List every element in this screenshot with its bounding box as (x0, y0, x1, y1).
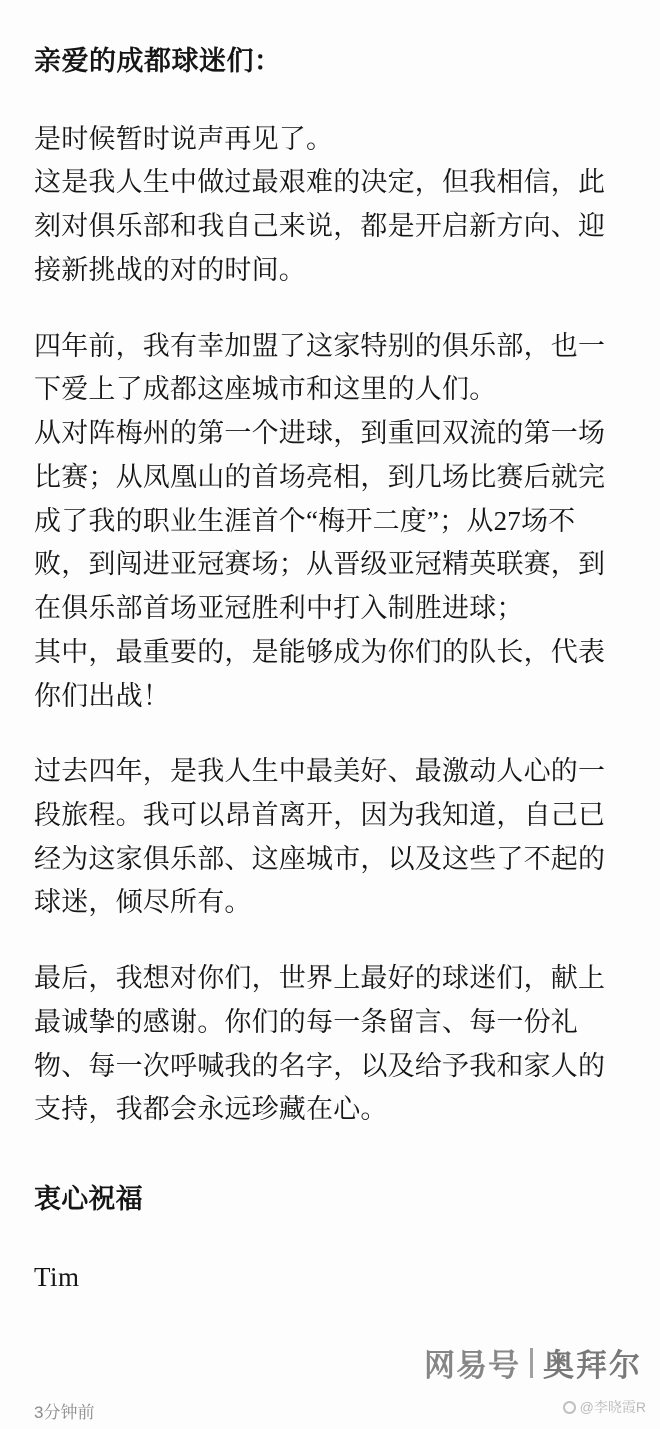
letter-signoff: 衷心祝福 (34, 1184, 143, 1215)
paragraph-line: 成了我的职业生涯首个“梅开二度”；从27场不 (34, 505, 576, 536)
paragraph-line: 从对阵梅州的第一个进球，到重回双流的第一场 (34, 418, 606, 449)
paragraph-line: 其中，最重要的，是能够成为你们的队长，代表 (34, 636, 606, 667)
paragraph-line: 四年前，我有幸加盟了这家特别的俱乐部，也一 (34, 330, 606, 361)
paragraph-line: 过去四年，是我人生中最美好、最激动人心的一 (34, 756, 606, 787)
watermark-account-label: 奥拜尔 (543, 1348, 642, 1383)
paragraph-line: 球迷，倾尽所有。 (34, 887, 252, 918)
publisher-watermark (424, 1340, 642, 1385)
paragraph-line: 在俱乐部首场亚冠胜利中打入制胜进球； (34, 593, 524, 624)
watermark-platform-label: 网易号 (424, 1348, 520, 1383)
weibo-credit-label: @李晓霞R (579, 1399, 646, 1415)
paragraph-line: 刻对俱乐部和我自己来说，都是开启新方向、迎 (34, 211, 606, 242)
paragraph-line: 下爱上了成都这座城市和这里的人们。 (34, 374, 497, 405)
paragraph-line: 物、每一次呼喊我的名字，以及给予我和家人的 (34, 1050, 606, 1081)
paragraph-line: 最后，我想对你们，世界上最好的球迷们，献上 (34, 963, 606, 994)
paragraph-line: 最诚挚的感谢。你们的每一条留言、每一份礼 (34, 1006, 578, 1037)
paragraph-journey-reflection (34, 750, 626, 925)
paragraph-line: 段旅程。我可以昂首离开，因为我知道，自己已 (34, 800, 606, 831)
weibo-credit (563, 1397, 646, 1417)
letter-salutation: 亲爱的成都球迷们： (34, 46, 282, 76)
letter-body (34, 40, 626, 1300)
paragraph-line: 经为这家俱乐部、这座城市，以及这些了不起的 (34, 843, 606, 874)
paragraph-line: 是时候暂时说声再见了。 (34, 123, 334, 154)
paragraph-line: 这是我人生中做过最艰难的决定，但我相信，此 (34, 167, 606, 198)
paragraph-four-years-memories (34, 325, 626, 719)
watermark-divider (530, 1348, 533, 1378)
paragraph-line: 支持，我都会永远珍藏在心。 (34, 1094, 388, 1125)
paragraph-line: 你们出战！ (34, 680, 170, 711)
letter-signature: Tim (34, 1261, 80, 1292)
paragraph-gratitude (34, 957, 626, 1132)
paragraph-line: 比赛；从凤凰山的首场亮相，到几场比赛后就完 (34, 461, 606, 492)
weibo-icon (563, 1401, 576, 1414)
paragraph-line: 接新挑战的对的时间。 (34, 254, 306, 285)
paragraph-farewell-intro (34, 118, 626, 293)
post-timestamp: 3分钟前 (34, 1403, 95, 1422)
paragraph-line: 败，到闯进亚冠赛场；从晋级亚冠精英联赛，到 (34, 549, 606, 580)
